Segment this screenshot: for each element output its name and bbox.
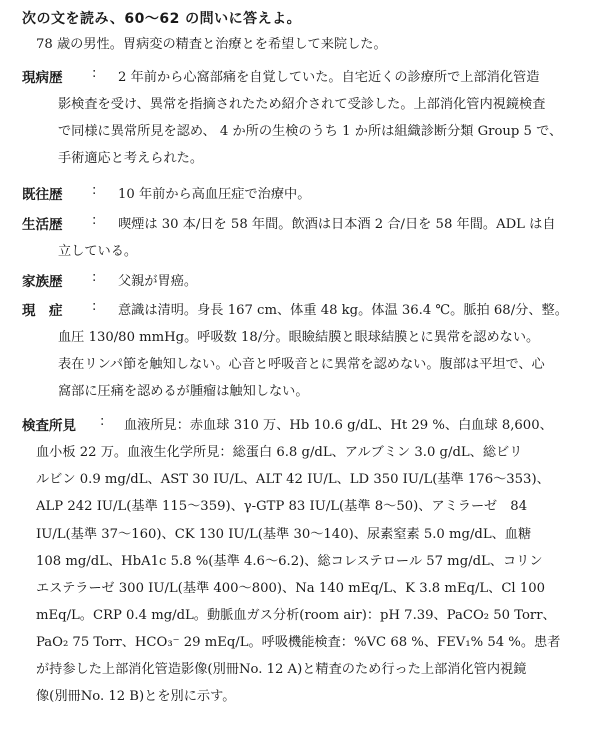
lab-findings-line: IU/L(基準 37〜160)、CK 130 IU/L(基準 30〜140)、尿素窒素 5.0 mg/dL、血糖	[36, 527, 532, 542]
lab-findings-line: 108 mg/dL、HbA1c 5.8 %(基準 4.6〜6.2)、総コレステロール 57 mg/dL、コリン	[36, 554, 543, 569]
colon-present-illness: :	[92, 66, 97, 81]
section-label-lab-findings: 検査所見	[22, 418, 76, 434]
colon-lab-findings: :	[100, 414, 105, 429]
present-illness-line: 手術適応と考えられた。	[58, 151, 204, 166]
social-history-line: 立している。	[58, 244, 138, 259]
physical-findings-line: 窩部に圧痛を認めるが腫瘤は触知しない。	[58, 384, 309, 399]
colon-physical-findings: :	[92, 299, 97, 314]
colon-social-history: :	[92, 213, 97, 228]
lab-findings-line: ALP 242 IU/L(基準 115〜359)、γ-GTP 83 IU/L(基準 8〜50)、アミラーゼ 84	[36, 499, 528, 514]
section-label-past-history: 既往歴	[22, 187, 63, 203]
colon-family-history: :	[92, 270, 97, 285]
past-history-line: 10 年前から高血圧症で治療中。	[118, 187, 311, 202]
patient-summary: 78 歳の男性。胃病変の精査と治療とを希望して来院した。	[36, 37, 387, 52]
lab-findings-line: が持参した上部消化管造影像(別冊No. 12 A)と精査のため行った上部消化管内視鏡	[36, 662, 527, 677]
lab-findings-line: 血小板 22 万。血液生化学所見：総蛋白 6.8 g/dL、アルブミン 3.0 g/dL、総ビリ	[36, 445, 523, 460]
lab-findings-line: エステラーゼ 300 IU/L(基準 400〜800)、Na 140 mEq/L、K 3.8 mEq/L、Cl 100	[36, 581, 546, 596]
section-label-social-history: 生活歴	[22, 217, 63, 233]
colon-past-history: :	[92, 183, 97, 198]
present-illness-line: で同様に異常所見を認め、 4 か所の生検のうち 1 か所は組織診断分類 Group 5 で、	[58, 124, 563, 139]
lab-findings-line: PaO₂ 75 Torr、HCO₃⁻ 29 mEq/L。呼吸機能検査：%VC 68 %、FEV₁% 54 %。患者	[36, 635, 561, 650]
present-illness-line: 2 年前から心窩部痛を自覚していた。自宅近くの診療所で上部消化管造	[118, 70, 540, 85]
question-intro: 次の文を読み、60〜62 の問いに答えよ。	[22, 11, 302, 27]
lab-findings-line: ルビン 0.9 mg/dL、AST 30 IU/L、ALT 42 IU/L、LD 350 IU/L(基準 176〜353)、	[36, 472, 550, 487]
lab-findings-line: 血液所見：赤血球 310 万、Hb 10.6 g/dL、Ht 29 %、白血球 8,600、	[124, 418, 553, 433]
family-history-line: 父親が胃癌。	[118, 274, 198, 289]
lab-findings-line: 像(別冊No. 12 B)とを別に示す。	[36, 689, 236, 704]
section-label-present-illness: 現病歴	[22, 70, 63, 86]
section-label-physical-findings: 現 症	[22, 303, 63, 319]
social-history-line: 喫煙は 30 本/日を 58 年間。飲酒は日本酒 2 合/日を 58 年間。ADL は自	[118, 217, 556, 232]
physical-findings-line: 意識は清明。身長 167 cm、体重 48 kg。体温 36.4 ℃。脈拍 68/分、整。	[118, 303, 568, 318]
physical-findings-line: 血圧 130/80 mmHg。呼吸数 18/分。眼瞼結膜と眼球結膜とに異常を認めない。	[58, 330, 540, 345]
section-label-family-history: 家族歴	[22, 274, 63, 290]
present-illness-line: 影検査を受け、異常を指摘されたため紹介されて受診した。上部消化管内視鏡検査	[58, 97, 546, 112]
physical-findings-line: 表在リンパ節を触知しない。心音と呼吸音とに異常を認めない。腹部は平坦で、心	[58, 357, 545, 372]
lab-findings-line: mEq/L。CRP 0.4 mg/dL。動脈血ガス分析(room air)：pH 7.39、PaCO₂ 50 Torr、	[36, 608, 556, 623]
